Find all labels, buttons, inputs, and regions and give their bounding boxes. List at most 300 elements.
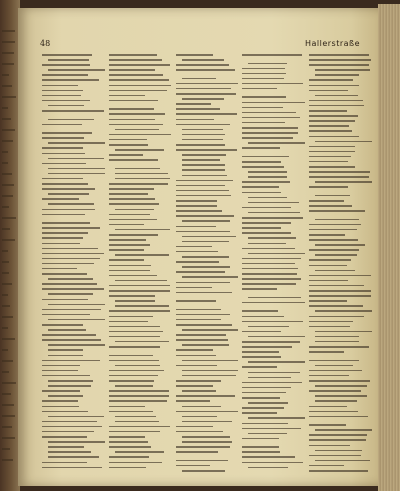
text-line (242, 397, 280, 399)
text-line (309, 370, 362, 372)
text-line (182, 175, 228, 177)
text-line (242, 186, 279, 188)
text-column (242, 54, 305, 472)
text-line (115, 173, 168, 175)
text-line (115, 385, 153, 387)
text-line (242, 278, 301, 280)
text-line (182, 59, 225, 61)
text-line (109, 259, 144, 261)
text-line (42, 268, 77, 270)
text-line (109, 64, 171, 66)
text-line (242, 356, 281, 358)
text-line (48, 355, 83, 357)
facing-text-line (2, 30, 15, 32)
text-line (176, 149, 237, 151)
text-line (309, 205, 352, 207)
text-line (248, 377, 291, 379)
text-line (309, 210, 365, 212)
text-line (242, 78, 283, 80)
text-column (176, 54, 239, 472)
facing-text-line (2, 294, 8, 296)
facing-text-line (2, 140, 13, 142)
facing-text-line (2, 74, 9, 76)
text-line (109, 336, 160, 338)
text-line (176, 465, 211, 467)
text-line (176, 205, 217, 207)
text-line (315, 219, 358, 221)
text-line (242, 462, 302, 464)
text-line (109, 119, 155, 121)
text-line (42, 258, 100, 260)
text-line (309, 64, 369, 66)
text-line (242, 451, 280, 453)
facing-text-line (2, 404, 14, 406)
text-line (315, 69, 370, 71)
text-line (176, 119, 214, 121)
facing-text-line (2, 85, 12, 87)
text-line (109, 295, 155, 297)
text-line (242, 258, 301, 260)
text-line (242, 217, 303, 219)
text-line (48, 142, 105, 144)
text-line (115, 168, 160, 170)
text-line (315, 310, 372, 312)
text-line (176, 54, 213, 56)
text-line (115, 305, 170, 307)
text-line (309, 110, 347, 112)
text-line (42, 400, 78, 402)
text-line (182, 98, 225, 100)
text-line (182, 344, 229, 346)
facing-text-line (2, 415, 15, 417)
text-line (109, 249, 144, 251)
text-line (248, 361, 305, 363)
text-line (309, 434, 367, 436)
text-line (242, 227, 280, 229)
text-line (42, 64, 90, 66)
text-line (42, 243, 80, 245)
running-head: Hallerstraße (304, 39, 360, 48)
text-line (248, 142, 305, 144)
text-line (109, 219, 157, 221)
text-line (109, 159, 158, 161)
text-line (248, 63, 287, 65)
text-column (109, 54, 172, 472)
text-line (176, 246, 212, 248)
facing-text-line (2, 151, 8, 153)
text-line (242, 181, 290, 183)
text-line (109, 134, 171, 136)
facing-page-text (2, 30, 16, 470)
page-block-edges (378, 4, 400, 491)
facing-text-line (2, 316, 13, 318)
text-line (176, 271, 226, 273)
text-line (309, 200, 344, 202)
text-line (115, 149, 164, 151)
text-line (109, 346, 160, 348)
text-line (48, 456, 99, 458)
text-line (309, 300, 347, 302)
text-line (42, 314, 90, 316)
text-line (176, 226, 217, 228)
text-line (176, 103, 212, 105)
text-line (109, 54, 157, 56)
facing-text-line (2, 217, 16, 219)
text-line (242, 68, 285, 70)
text-line (42, 237, 83, 239)
text-line (176, 400, 211, 402)
text-line (242, 331, 280, 333)
text-line (176, 426, 214, 428)
text-line (109, 214, 150, 216)
text-line (109, 124, 164, 126)
text-line (242, 321, 302, 323)
text-line (109, 90, 167, 92)
text-line (109, 74, 163, 76)
text-line (48, 329, 86, 331)
text-line (309, 156, 350, 158)
text-line (309, 411, 357, 413)
text-line (242, 412, 277, 414)
text-line (109, 188, 154, 190)
text-line (176, 349, 213, 351)
text-line (176, 395, 235, 397)
text-line (182, 220, 230, 222)
facing-text-line (2, 426, 12, 428)
text-line (315, 331, 372, 333)
text-line (182, 421, 232, 423)
text-line (42, 79, 99, 81)
text-line (48, 69, 105, 71)
text-line (42, 334, 96, 336)
text-line (248, 253, 305, 255)
text-line (309, 136, 359, 138)
text-line (242, 446, 278, 448)
text-line (182, 470, 225, 472)
text-line (309, 186, 348, 188)
text-line (309, 265, 347, 267)
text-line (309, 416, 368, 418)
facing-text-line (2, 327, 8, 329)
text-line (48, 203, 94, 205)
text-line (242, 161, 280, 163)
text-line (109, 446, 152, 448)
facing-text-line (2, 195, 13, 197)
text-line (315, 365, 353, 367)
text-line (176, 261, 219, 263)
text-line (109, 411, 153, 413)
text-line (48, 105, 84, 107)
text-line (309, 360, 359, 362)
text-line (309, 176, 369, 178)
text-line (48, 193, 89, 195)
text-line (182, 164, 225, 166)
facing-text-line (2, 118, 11, 120)
page-number: 48 (40, 39, 51, 48)
text-line (309, 249, 359, 251)
text-line (42, 339, 101, 341)
text-line (109, 59, 162, 61)
text-line (309, 380, 370, 382)
text-line (182, 154, 226, 156)
text-line (309, 465, 344, 467)
text-line (248, 402, 288, 404)
text-line (309, 239, 357, 241)
text-line (315, 95, 358, 97)
text-line (242, 456, 294, 458)
facing-text-line (2, 437, 15, 439)
text-line (182, 134, 225, 136)
text-line (42, 365, 80, 367)
text-line (242, 273, 297, 275)
text-line (242, 283, 296, 285)
text-line (42, 188, 95, 190)
text-line (242, 263, 295, 265)
text-line (42, 253, 104, 255)
text-line (309, 280, 348, 282)
text-line (109, 285, 170, 287)
text-line (309, 100, 363, 102)
text-line (182, 266, 230, 268)
facing-text-line (2, 360, 13, 362)
text-line (242, 407, 284, 409)
text-line (48, 158, 104, 160)
facing-text-line (2, 272, 9, 274)
text-line (315, 181, 372, 183)
text-line (115, 421, 159, 423)
text-line (248, 297, 300, 299)
text-line (42, 227, 100, 229)
text-line (176, 93, 236, 95)
text-line (42, 273, 87, 275)
text-line (115, 341, 169, 343)
text-line (109, 234, 159, 236)
text-line (309, 54, 369, 56)
text-line (109, 290, 170, 292)
text-line (42, 153, 85, 155)
text-line (242, 54, 302, 56)
text-line (109, 154, 144, 156)
text-line (242, 117, 299, 119)
text-line (42, 137, 84, 139)
text-line (109, 321, 148, 323)
text-line (42, 390, 80, 392)
text-line (115, 178, 170, 180)
text-line (176, 319, 222, 321)
text-line (109, 326, 160, 328)
text-line (242, 137, 293, 139)
text-line (42, 283, 97, 285)
text-line (242, 387, 291, 389)
text-line (109, 85, 171, 87)
text-line (42, 100, 90, 102)
text-line (309, 229, 357, 231)
text-line (109, 69, 155, 71)
text-line (242, 122, 285, 124)
text-line (176, 113, 237, 115)
facing-text-line (2, 206, 9, 208)
text-line (182, 169, 225, 171)
text-line (248, 197, 287, 199)
text-line (309, 161, 348, 163)
text-line (309, 390, 360, 392)
text-line (42, 288, 104, 290)
text-line (109, 224, 144, 226)
facing-text-line (2, 162, 8, 164)
text-line (176, 195, 231, 197)
text-line (309, 346, 369, 348)
text-line (48, 446, 84, 448)
text-line (48, 349, 83, 351)
text-line (248, 171, 287, 173)
text-line (109, 265, 151, 267)
text-line (242, 222, 290, 224)
text-line (242, 207, 290, 209)
text-line (176, 380, 221, 382)
text-column (309, 54, 372, 472)
text-line (309, 351, 344, 353)
facing-text-line (2, 129, 15, 131)
text-line (176, 309, 221, 311)
text-line (42, 309, 101, 311)
text-line (315, 450, 361, 452)
text-line (42, 90, 83, 92)
text-line (309, 295, 371, 297)
facing-text-line (2, 239, 15, 241)
text-line (42, 421, 97, 423)
text-line (309, 234, 345, 236)
text-line (176, 365, 217, 367)
text-line (242, 316, 284, 318)
text-line (309, 275, 371, 277)
text-line (42, 74, 88, 76)
text-line (315, 74, 359, 76)
text-line (176, 200, 217, 202)
text-line (309, 455, 360, 457)
text-line (176, 210, 222, 212)
text-line (48, 293, 93, 295)
text-line (309, 105, 364, 107)
text-line (109, 462, 162, 464)
text-line (242, 147, 280, 149)
text-line (242, 112, 296, 114)
text-line (176, 431, 224, 433)
text-line (315, 270, 355, 272)
text-line (176, 251, 218, 253)
text-line (109, 441, 148, 443)
text-line (42, 360, 100, 362)
text-line (309, 316, 364, 318)
text-line (242, 392, 286, 394)
text-line (176, 231, 230, 233)
text-line (182, 406, 222, 408)
text-line (315, 141, 372, 143)
text-line (42, 324, 83, 326)
text-line (248, 202, 299, 204)
text-line (315, 195, 350, 197)
text-line (242, 132, 297, 134)
text-line (42, 132, 92, 134)
text-line (242, 166, 283, 168)
text-line (309, 290, 371, 292)
text-line (242, 346, 292, 348)
text-line (109, 100, 159, 102)
text-line (115, 365, 160, 367)
text-line (182, 360, 239, 362)
text-line (42, 411, 88, 413)
text-line (42, 467, 102, 469)
text-line (48, 319, 105, 321)
text-line (109, 108, 154, 110)
text-line (48, 441, 105, 443)
text-line (109, 380, 154, 382)
text-line (109, 244, 150, 246)
text-line (48, 59, 89, 61)
text-line (42, 178, 83, 180)
text-line (176, 69, 235, 71)
text-line (115, 229, 170, 231)
text-line (48, 451, 91, 453)
text-line (242, 83, 302, 85)
text-line (42, 375, 90, 377)
text-line (115, 300, 155, 302)
text-line (182, 276, 239, 278)
text-line (242, 382, 302, 384)
text-line (109, 360, 159, 362)
text-line (115, 129, 160, 131)
text-line (109, 144, 148, 146)
text-line (242, 107, 282, 109)
text-line (182, 236, 237, 238)
text-line (42, 209, 95, 211)
text-line (176, 190, 229, 192)
text-line (109, 370, 164, 372)
text-line (48, 380, 93, 382)
text-line (309, 285, 364, 287)
text-line (109, 113, 166, 115)
facing-text-line (2, 63, 14, 65)
text-line (109, 431, 160, 433)
text-line (309, 321, 353, 323)
text-line (309, 85, 359, 87)
text-line (309, 166, 355, 168)
text-line (176, 185, 225, 187)
text-line (109, 436, 145, 438)
text-line (182, 78, 217, 80)
text-line (115, 451, 164, 453)
text-line (309, 445, 350, 447)
text-line (176, 282, 230, 284)
text-line (109, 395, 169, 397)
text-line (248, 336, 305, 338)
text-line (242, 96, 285, 98)
text-line (176, 314, 230, 316)
text-line (42, 232, 88, 234)
text-line (42, 299, 88, 301)
text-line (109, 239, 146, 241)
text-line (42, 222, 90, 224)
text-line (176, 144, 225, 146)
text-line (109, 355, 153, 357)
text-line (309, 59, 371, 61)
text-line (248, 417, 305, 419)
text-line (309, 224, 360, 226)
text-line (176, 334, 227, 336)
text-line (48, 304, 105, 306)
text-line (48, 278, 93, 280)
text-line (42, 147, 83, 149)
text-line (248, 467, 288, 469)
